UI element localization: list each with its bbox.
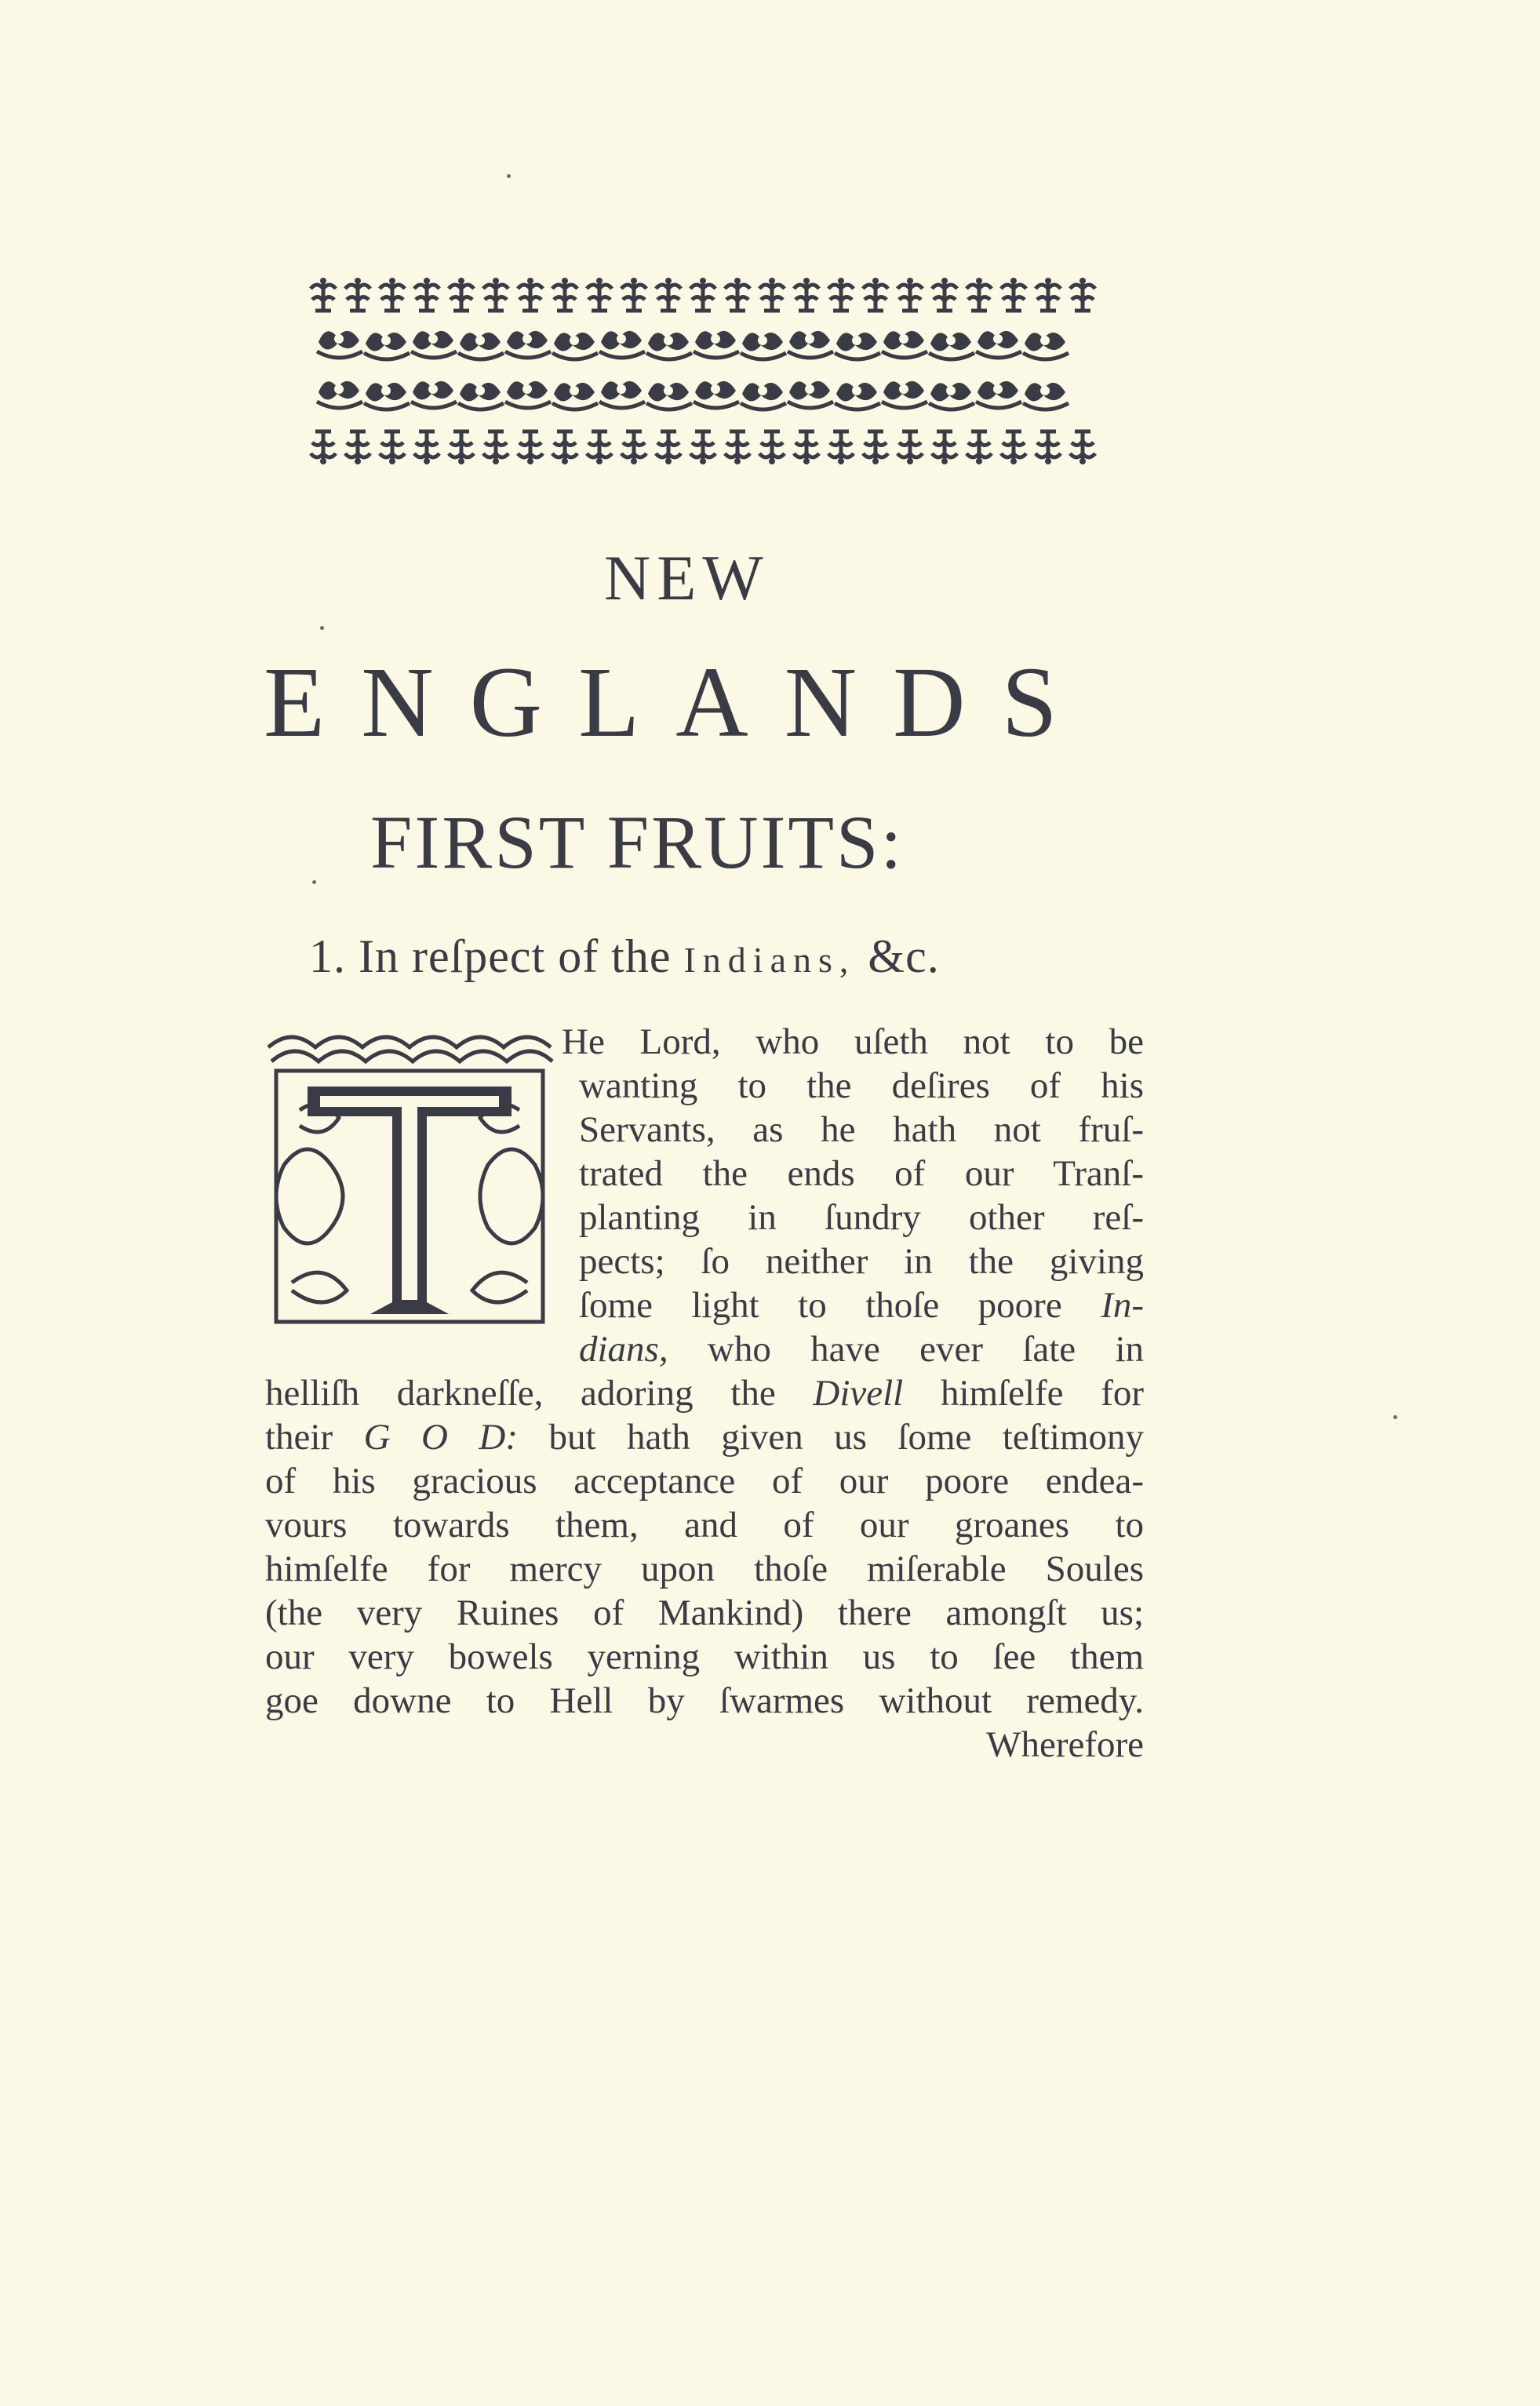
text-segment: who have ever ſate in — [707, 1329, 1145, 1370]
section-number: 1. — [309, 930, 346, 982]
italic-segment: dians, — [579, 1329, 668, 1370]
text-segment: but hath given us ſome teſtimony — [548, 1417, 1145, 1458]
text-line: He Lord, who uſeth not to be — [562, 1021, 1144, 1062]
text-line — [265, 1371, 1144, 1415]
text-line: pects; ſo neither in the giving — [579, 1241, 1144, 1282]
text-line: himſelfe for mercy upon thoſe miſerable Soules — [265, 1549, 1144, 1589]
paper-speck — [320, 626, 324, 630]
text-segment: their — [265, 1417, 333, 1458]
text-line: Servants, as he hath not fruſ- — [579, 1109, 1144, 1150]
text-line — [579, 1283, 1144, 1327]
text-line — [579, 1327, 1144, 1371]
text-segment: ſome light to thoſe poore — [579, 1285, 1062, 1326]
text-line: of his gracious acceptance of our poore endea- — [265, 1461, 1144, 1501]
subtitle-text: In reſpect of the — [359, 930, 672, 982]
italic-segment: In- — [1101, 1285, 1144, 1326]
text-line — [265, 1415, 1144, 1459]
title-line-2: ENGLANDS — [264, 646, 1094, 758]
title-line-3: FIRST FRUITS: — [370, 800, 905, 884]
decorated-initial-icon — [260, 1024, 559, 1345]
title-line-1: NEW — [604, 542, 770, 613]
text-line: (the very Ruines of Mankind) there amongſt us; — [265, 1592, 1144, 1633]
text-segment: helliſh darkneſſe, adoring the — [265, 1373, 776, 1414]
floral-ornament-icon — [308, 273, 1100, 472]
text-line: goe downe to Hell by ſwarmes without remedy. — [265, 1680, 1144, 1721]
text-segment: himſelfe for — [940, 1373, 1145, 1414]
paper-speck — [1393, 1415, 1397, 1419]
text-line: trated the ends of our Tranſ- — [579, 1153, 1144, 1194]
text-line: wanting to the deſires of his — [579, 1065, 1144, 1106]
paper-speck — [507, 174, 511, 178]
text-line: planting in ſundry other reſ- — [579, 1197, 1144, 1238]
catchword: Wherefore — [986, 1724, 1144, 1765]
italic-segment: Divell — [813, 1373, 904, 1414]
section-subtitle — [309, 930, 940, 984]
text-line: vours towards them, and of our groanes to — [265, 1505, 1144, 1545]
italic-segment: G O D: — [363, 1417, 518, 1458]
subtitle-etc: &c. — [868, 930, 940, 982]
subtitle-smallcaps: Indians, — [683, 940, 856, 980]
text-line: our very bowels yerning within us to ſee them — [265, 1636, 1144, 1677]
